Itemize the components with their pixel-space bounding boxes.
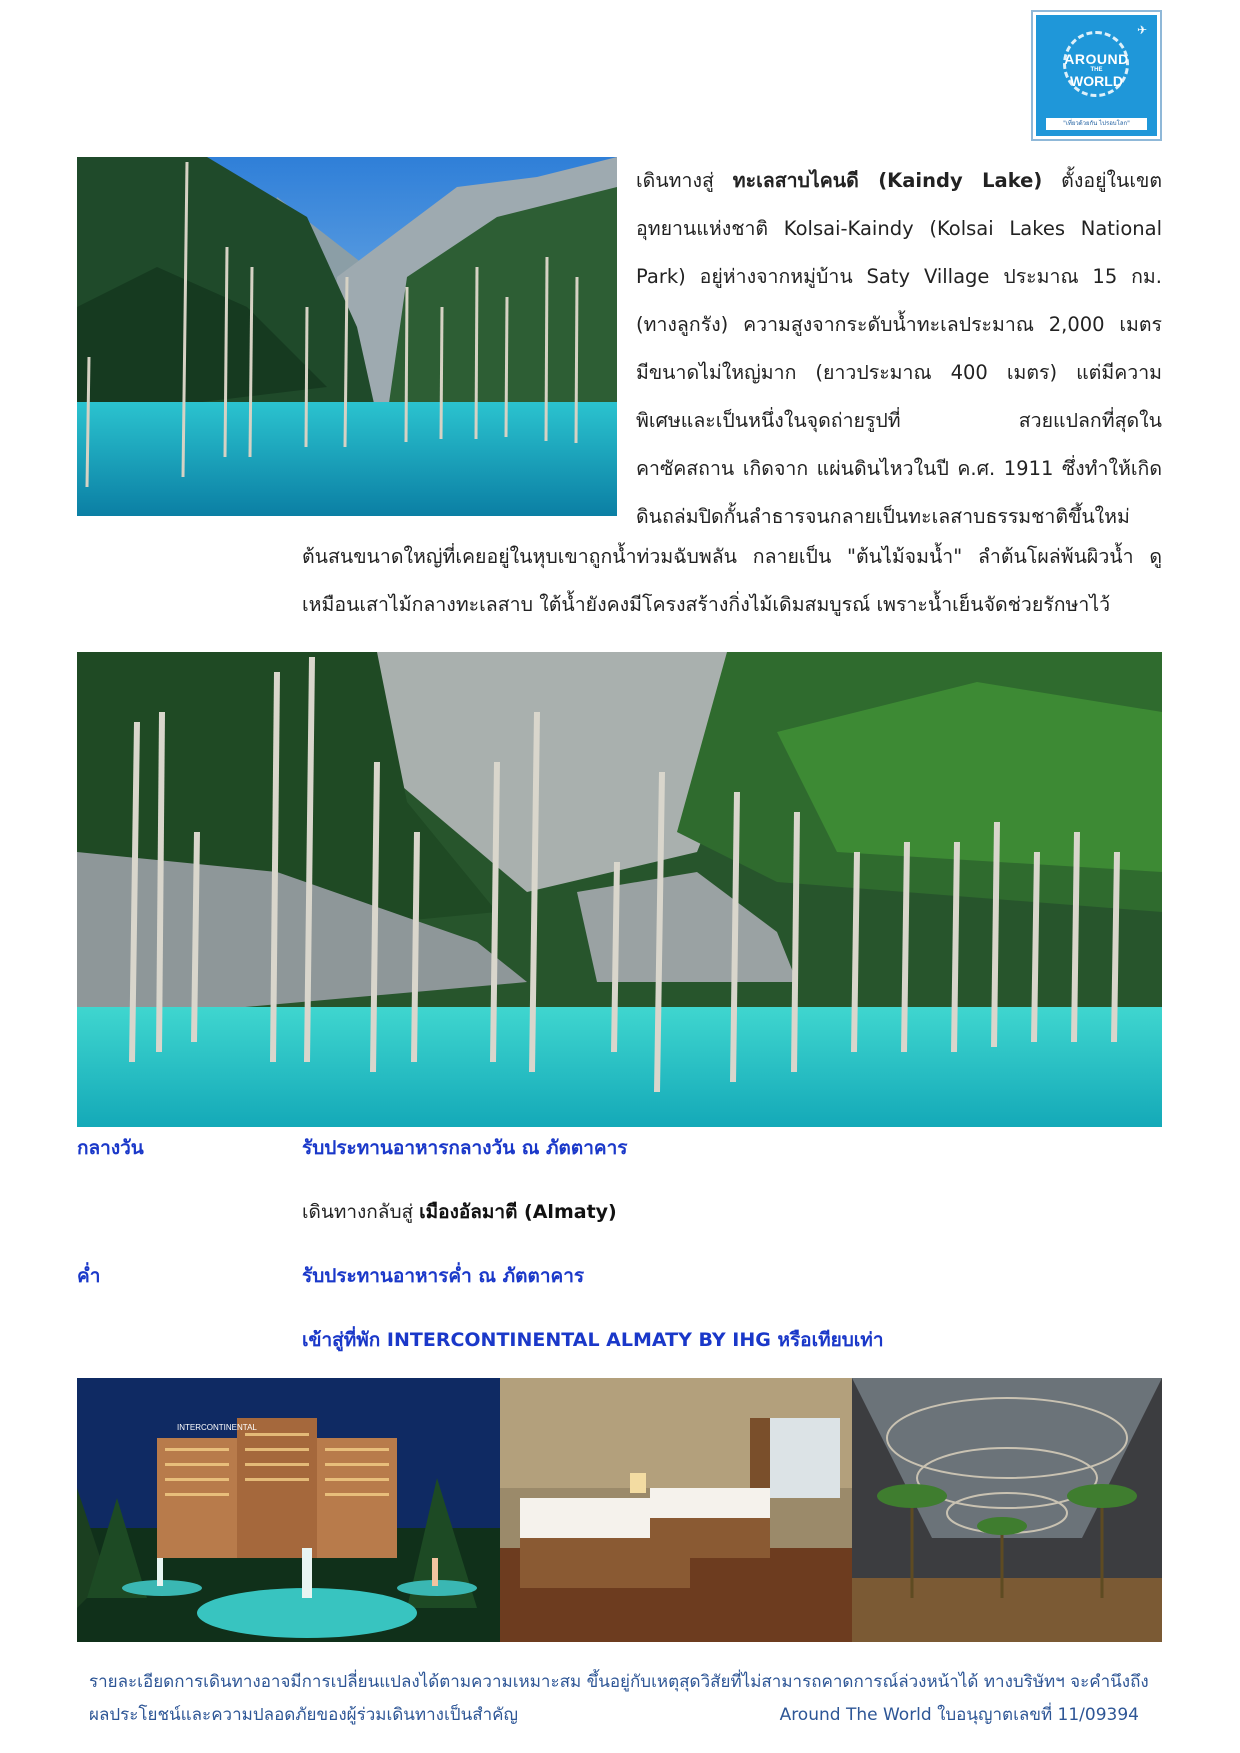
intro-line: ดินถล่มปิดกั้นลำธารจนกลายเป็นทะเลสาบธรรมชาติขึ้นใหม่ xyxy=(636,505,1130,528)
footer-line-2-left: ผลประโยชน์และความปลอดภัยของผู้ร่วมเดินทางเป็นสำคัญ xyxy=(89,1705,518,1725)
hotel-sign: INTERCONTINENTAL xyxy=(177,1423,257,1432)
intro-line: คาซัคสถาน เกิดจาก แผ่นดินไหวในปี ค.ศ. 1911 ซึ่งทำให้เกิด xyxy=(636,457,1162,480)
intro-line: (ทางลูกรัง) ความสูงจากระดับน้ำทะเลประมาณ 2,000 เมตร xyxy=(636,313,1162,336)
license-number: Around The World ใบอนุญาตเลขที่ 11/09394 xyxy=(779,1705,1139,1725)
hotel-exterior-photo xyxy=(77,1378,500,1642)
footer-line-1: รายละเอียดการเดินทางอาจมีการเปลี่ยนแปลงได้ตามความเหมาะสม ขึ้นอยู่กับเหตุสุดวิสัยที่ไม่สามารถคาดการณ์ล่วงหน้าได้ ทางบริษัทฯ จะคำนึงถึง xyxy=(89,1672,1149,1692)
footer-disclaimer xyxy=(89,1666,1149,1732)
logo-text-the: THE xyxy=(1090,67,1103,73)
intro-paragraph-bottom xyxy=(302,533,1162,629)
kaindy-lake-panorama xyxy=(77,652,1162,1127)
logo-tagline: "เที่ยวด้วยกัน ไปรอบโลก" xyxy=(1046,118,1147,130)
intro-line: Park) อยู่ห่างจากหมู่บ้าน Saty Village ประมาณ 15 กม. xyxy=(636,265,1162,288)
city-name: เมืองอัลมาตี (Almaty) xyxy=(419,1201,617,1223)
logo-text-around: AROUND xyxy=(1064,51,1129,67)
intro-line: เหมือนเสาไม้กลางทะเลสาบ ใต้น้ำยังคงมีโครงสร้างกิ่งไม้เดิมสมบูรณ์ เพราะน้ำเย็นจัดช่วยรักษาไว้ xyxy=(302,593,1111,616)
intro-line: พิเศษและเป็นหนึ่งในจุดถ่ายรูปที่ สวยแปลกที่สุดใน xyxy=(636,409,1162,432)
hotel-photo-strip xyxy=(77,1378,1162,1642)
intro-paragraph-top xyxy=(636,157,1162,541)
dinner-text: รับประทานอาหารค่ำ ณ ภัตตาคาร xyxy=(302,1265,585,1287)
company-logo xyxy=(1031,10,1162,141)
intro-line: อุทยานแห่งชาติ Kolsai-Kaindy (Kolsai Lakes National xyxy=(636,217,1162,240)
intro-line xyxy=(636,157,1162,205)
destination-name: ทะเลสาบไคนดี (Kaindy Lake) xyxy=(732,169,1043,192)
return-text xyxy=(302,1197,617,1227)
intro-text: ตั้งอยู่ในเขต xyxy=(1042,169,1162,192)
intro-line: ต้นสนขนาดใหญ่ที่เคยอยู่ในหุบเขาถูกน้ำท่วมฉับพลัน กลายเป็น "ต้นไม้จมน้ำ" ลำต้นโผล่พ้นผิวน้ำ ดู xyxy=(302,545,1162,568)
logo-text-world: WORLD xyxy=(1070,73,1123,89)
hotel-room-photo xyxy=(500,1378,852,1642)
dinner-label: ค่ำ xyxy=(77,1265,101,1287)
lunch-label: กลางวัน xyxy=(77,1137,144,1159)
lunch-text: รับประทานอาหารกลางวัน ณ ภัตตาคาร xyxy=(302,1137,628,1159)
footer-line-2 xyxy=(89,1699,1139,1732)
kaindy-lake-photo xyxy=(77,157,617,516)
hotel-text: เข้าสู่ที่พัก INTERCONTINENTAL ALMATY BY IHG หรือเทียบเท่า xyxy=(302,1329,884,1351)
intro-text: เดินทางสู่ xyxy=(636,169,733,192)
airplane-icon: ✈ xyxy=(1136,23,1147,37)
intro-line: มีขนาดไม่ใหญ่มาก (ยาวประมาณ 400 เมตร) แต่มีความ xyxy=(636,361,1162,384)
hotel-lobby-photo xyxy=(852,1378,1162,1642)
return-prefix: เดินทางกลับสู่ xyxy=(302,1201,420,1223)
